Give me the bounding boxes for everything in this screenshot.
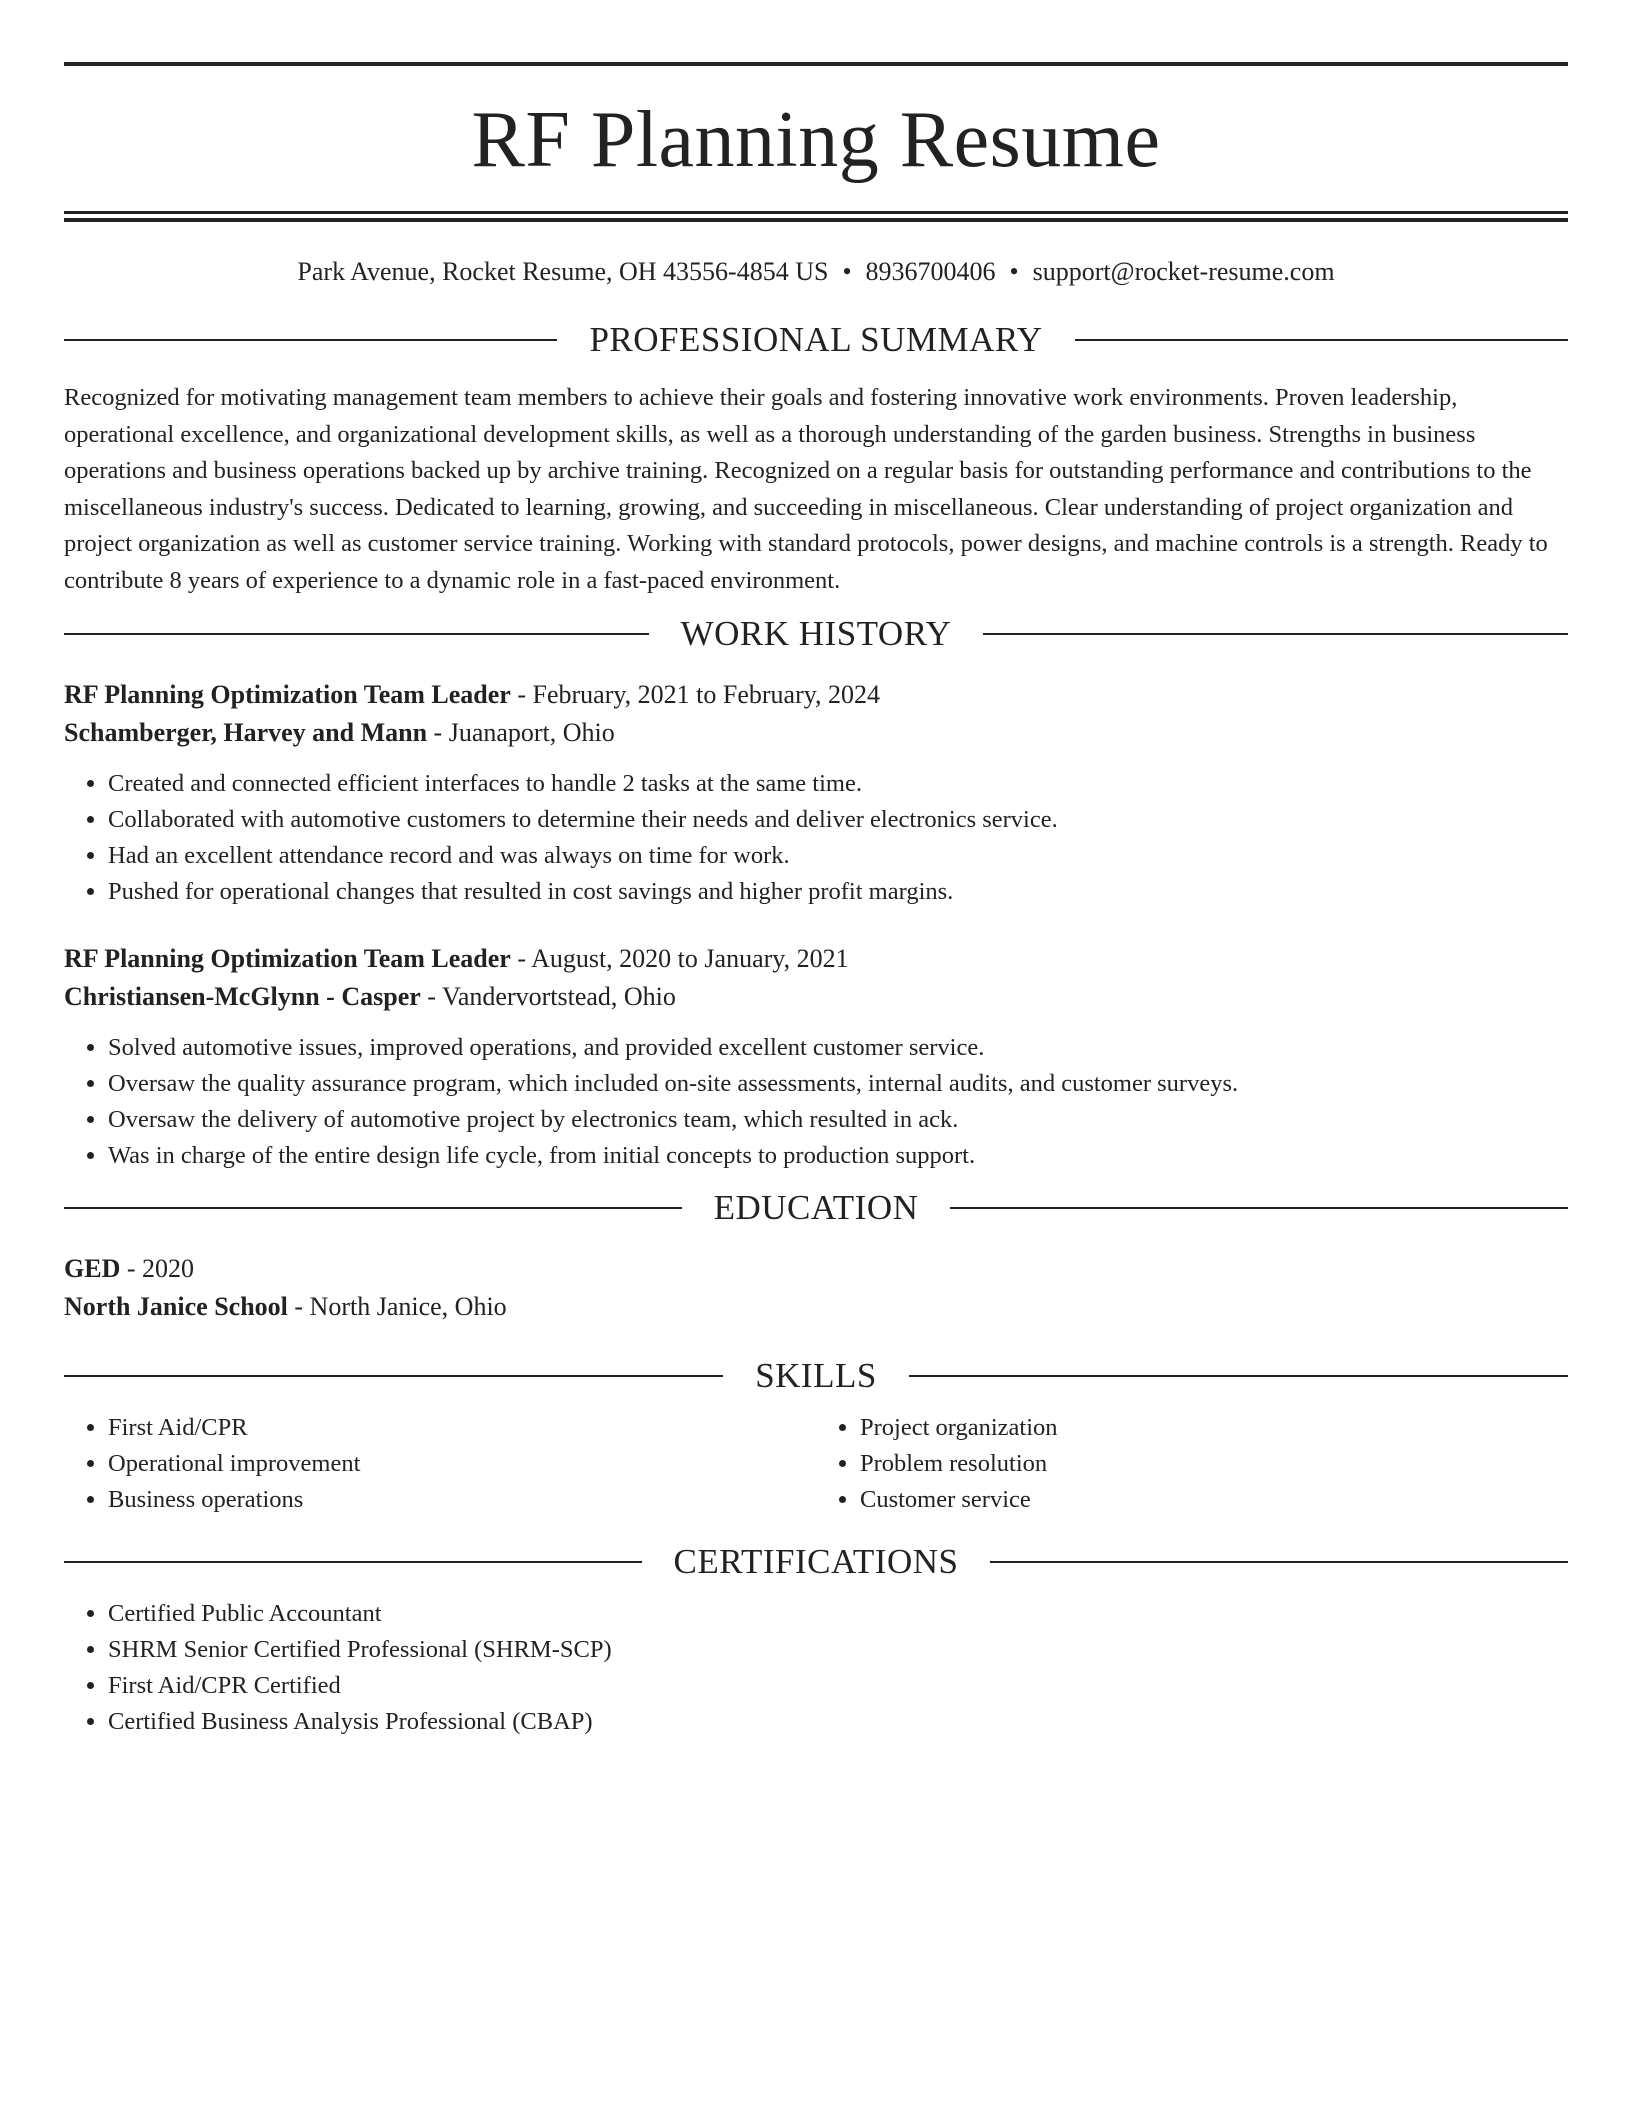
list-item: • Business operations bbox=[108, 1482, 816, 1518]
list-item: • Created and connected efficient interfaces to handle 2 tasks at the same time. bbox=[108, 766, 1568, 802]
job-entry bbox=[64, 676, 1568, 910]
contact-separator: • bbox=[842, 257, 852, 286]
job-location: - Juanaport, Ohio bbox=[427, 717, 615, 747]
list-item: • Solved automotive issues, improved operations, and provided excellent customer service. bbox=[108, 1030, 1568, 1066]
job-title: RF Planning Optimization Team Leader bbox=[64, 679, 511, 709]
education-school-line bbox=[64, 1288, 1568, 1326]
section-header-certifications bbox=[64, 1542, 1568, 1582]
section-title-certifications: CERTIFICATIONS bbox=[673, 1541, 959, 1581]
job-title-line bbox=[64, 676, 1568, 714]
list-item: • Had an excellent attendance record and was always on time for work. bbox=[108, 838, 1568, 874]
job-bullets bbox=[64, 1030, 1568, 1174]
skills-grid bbox=[64, 1410, 1568, 1518]
title-double-rule bbox=[64, 211, 1568, 222]
section-header-summary bbox=[64, 320, 1568, 360]
skills-column-left bbox=[64, 1410, 816, 1518]
list-item: • First Aid/CPR Certified bbox=[108, 1668, 1568, 1704]
list-item: • SHRM Senior Certified Professional (SHRM-SCP) bbox=[108, 1632, 1568, 1668]
list-item: • Pushed for operational changes that resulted in cost savings and higher profit margins. bbox=[108, 874, 1568, 910]
job-bullets bbox=[64, 766, 1568, 910]
header bbox=[64, 0, 1568, 288]
job-company-line bbox=[64, 714, 1568, 752]
contact-address: Park Avenue, Rocket Resume, OH 43556-4854 US bbox=[297, 257, 829, 286]
contact-phone: 8936700406 bbox=[865, 257, 996, 286]
list-item: • Certified Business Analysis Professional (CBAP) bbox=[108, 1704, 1568, 1740]
list-item: • Problem resolution bbox=[860, 1446, 1568, 1482]
resume-title: RF Planning Resume bbox=[471, 96, 1161, 184]
job-company: Schamberger, Harvey and Mann bbox=[64, 717, 428, 747]
job-company-line bbox=[64, 978, 1568, 1016]
job-title: RF Planning Optimization Team Leader bbox=[64, 943, 511, 973]
job-dates: - February, 2021 to February, 2024 bbox=[510, 679, 881, 709]
list-item: • First Aid/CPR bbox=[108, 1410, 816, 1446]
list-item: • Oversaw the quality assurance program, which included on-site assessments, internal audits, and customer surveys. bbox=[108, 1066, 1568, 1102]
contact-separator: • bbox=[1009, 257, 1019, 286]
section-title-summary: PROFESSIONAL SUMMARY bbox=[589, 320, 1043, 359]
section-title-education: EDUCATION bbox=[713, 1187, 919, 1227]
list-item: • Customer service bbox=[860, 1482, 1568, 1518]
contact-email: support@rocket-resume.com bbox=[1032, 257, 1335, 286]
list-item: • Collaborated with automotive customers to determine their needs and deliver electronics service. bbox=[108, 802, 1568, 838]
job-title-line bbox=[64, 940, 1568, 978]
section-header-skills bbox=[64, 1356, 1568, 1396]
list-item: • Certified Public Accountant bbox=[108, 1596, 1568, 1632]
top-rule bbox=[64, 62, 1568, 66]
section-title-skills: SKILLS bbox=[755, 1355, 877, 1395]
list-item: • Operational improvement bbox=[108, 1446, 816, 1482]
education-year: - 2020 bbox=[120, 1253, 195, 1283]
job-dates: - August, 2020 to January, 2021 bbox=[510, 943, 849, 973]
section-title-work: WORK HISTORY bbox=[680, 613, 952, 653]
section-header-work bbox=[64, 614, 1568, 654]
list-item: • Project organization bbox=[860, 1410, 1568, 1446]
summary-text: Recognized for motivating management team members to achieve their goals and fostering innovative work environments. Proven leadership, operational excellence, and organizational development skills, as well as a thorough understanding of the garden business. Strengths in business operations and business operations backed up by archive training. Recognized on a regular basis for outstanding performance and contributions to the miscellaneous industry's success. Dedicated to learning, growing, and succeeding in miscellaneous. Clear understanding of project organization and project organization as well as customer service training. Working with standard protocols, power designs, and machine controls is a strength. Ready to contribute 8 years of experience to a dynamic role in a fast-paced environment. bbox=[64, 384, 1548, 594]
education-degree: GED bbox=[64, 1253, 121, 1283]
section-header-education bbox=[64, 1188, 1568, 1228]
certifications-list bbox=[64, 1596, 1568, 1740]
education-degree-line bbox=[64, 1250, 1568, 1288]
list-item: • Was in charge of the entire design life cycle, from initial concepts to production support. bbox=[108, 1138, 1568, 1174]
skills-column-right bbox=[816, 1410, 1568, 1518]
education-location: - North Janice, Ohio bbox=[287, 1291, 507, 1321]
job-location: - Vandervortstead, Ohio bbox=[420, 981, 676, 1011]
education-school: North Janice School bbox=[64, 1291, 288, 1321]
contact-line bbox=[64, 256, 1568, 288]
list-item: • Oversaw the delivery of automotive project by electronics team, which resulted in ack. bbox=[108, 1102, 1568, 1138]
job-entry bbox=[64, 940, 1568, 1174]
job-company: Christiansen-McGlynn - Casper bbox=[64, 981, 421, 1011]
education-entry bbox=[64, 1250, 1568, 1326]
